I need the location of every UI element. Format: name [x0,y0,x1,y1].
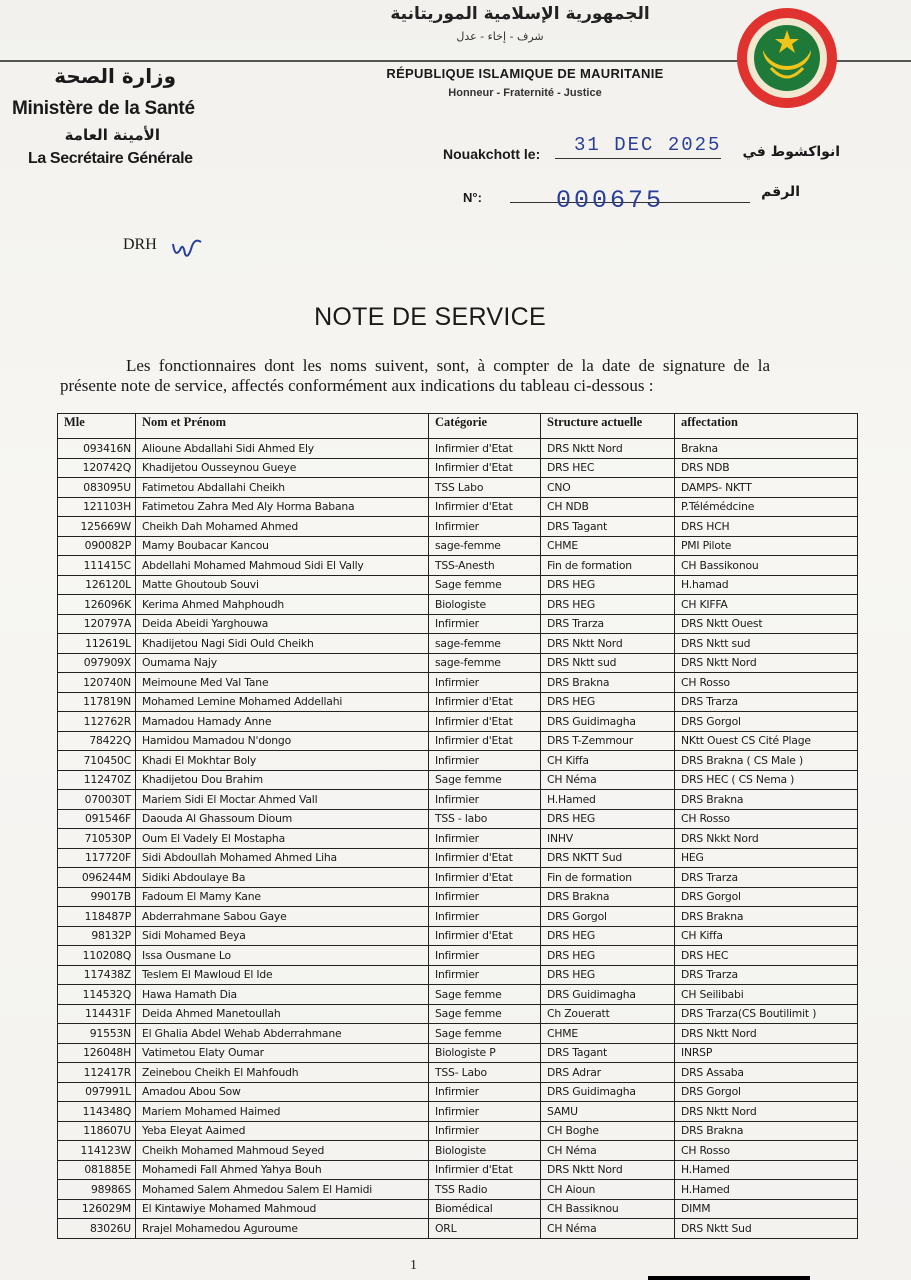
cell-mle: 125669W [58,517,136,537]
cell-name: Deida Ahmed Manetoullah [136,1004,429,1024]
table-row [58,1219,858,1239]
cell-current-structure: CH Néma [541,1219,675,1239]
cell-current-structure: DRS HEG [541,926,675,946]
drh-label: DRH [123,236,157,253]
cell-current-structure: DRS Gorgol [541,907,675,927]
number-label-arabic: الرقم [761,184,800,200]
cell-assignment: NKtt Ouest CS Cité Plage [675,731,858,751]
cell-assignment: DRS Nktt Ouest [675,614,858,634]
cell-category: Sage femme [429,575,541,595]
table-row [58,458,858,478]
cell-assignment: INRSP [675,1043,858,1063]
cell-current-structure: DRS Brakna [541,887,675,907]
cell-name: Abdellahi Mohamed Mahmoud Sidi El Vally [136,556,429,576]
table-row [58,907,858,927]
cell-mle: 126029M [58,1199,136,1219]
cell-category: Infirmier d'Etat [429,848,541,868]
cell-assignment: DAMPS- NKTT [675,478,858,498]
cell-current-structure: DRS NKTT Sud [541,848,675,868]
cell-current-structure: DRS HEC [541,458,675,478]
column-header-mle: Mle [58,414,136,439]
cell-category: Infirmier d'Etat [429,731,541,751]
motto-arabic: شرف - إخاء - عدل [456,30,544,43]
cell-name: Abderrahmane Sabou Gaye [136,907,429,927]
cell-assignment: H.hamad [675,575,858,595]
table-row [58,770,858,790]
ministry-name-french: Ministère de la Santé [12,98,195,119]
cell-assignment: DRS Nktt Nord [675,1024,858,1044]
cell-current-structure: DRS Guidimagha [541,985,675,1005]
cell-category: Biologiste P [429,1043,541,1063]
cell-name: Matte Ghoutoub Souvi [136,575,429,595]
page-number: 1 [410,1258,417,1273]
cell-category: sage-femme [429,634,541,654]
cell-assignment: DRS HCH [675,517,858,537]
cell-mle: 120742Q [58,458,136,478]
cell-name: Mohamedi Fall Ahmed Yahya Bouh [136,1160,429,1180]
table-row [58,926,858,946]
cell-name: Khadijetou Ousseynou Gueye [136,458,429,478]
cell-current-structure: CNO [541,478,675,498]
column-header-assignment: affectation [675,414,858,439]
cell-mle: 118487P [58,907,136,927]
table-row [58,868,858,888]
cell-assignment: CH Rosso [675,673,858,693]
cell-assignment: DRS Nktt Nord [675,1102,858,1122]
cell-mle: 83026U [58,1219,136,1239]
cell-name: Khadijetou Nagi Sidi Ould Cheikh [136,634,429,654]
table-row [58,1141,858,1161]
cell-category: TSS Labo [429,478,541,498]
cell-name: Hawa Hamath Dia [136,985,429,1005]
cell-assignment: HEG [675,848,858,868]
column-header-current-structure: Structure actuelle [541,414,675,439]
cell-mle: 78422Q [58,731,136,751]
cell-current-structure: CH Bassiknou [541,1199,675,1219]
cell-mle: 117438Z [58,965,136,985]
cell-current-structure: CH Aioun [541,1180,675,1200]
cell-current-structure: DRS HEG [541,946,675,966]
cell-name: Daouda Al Ghassoum Dioum [136,809,429,829]
cell-current-structure: CH Boghe [541,1121,675,1141]
cell-category: Sage femme [429,1004,541,1024]
table-row [58,1160,858,1180]
cell-category: Infirmier d'Etat [429,712,541,732]
cell-mle: 99017B [58,887,136,907]
cell-current-structure: CH Néma [541,1141,675,1161]
cell-mle: 114123W [58,1141,136,1161]
republic-name-arabic: الجمهورية الإسلامية الموريتانية [390,4,650,24]
cell-assignment: CH Kiffa [675,926,858,946]
motto-french: Honneur - Fraternité - Justice [448,87,602,99]
cell-name: El Ghalia Abdel Wehab Abderrahmane [136,1024,429,1044]
cell-assignment: DIMM [675,1199,858,1219]
cell-name: Vatimetou Elaty Oumar [136,1043,429,1063]
cell-assignment: DRS Nktt Sud [675,1219,858,1239]
cell-mle: 112417R [58,1063,136,1083]
cell-current-structure: DRS HEG [541,575,675,595]
cell-category: Infirmier [429,965,541,985]
cell-name: Mariem Mohamed Haimed [136,1102,429,1122]
cell-mle: 91553N [58,1024,136,1044]
cell-assignment: PMI Pilote [675,536,858,556]
table-row [58,556,858,576]
cell-mle: 111415C [58,556,136,576]
cell-category: TSS - labo [429,809,541,829]
table-row [58,478,858,498]
cell-mle: 126048H [58,1043,136,1063]
table-row [58,731,858,751]
cell-mle: 097909X [58,653,136,673]
table-row [58,985,858,1005]
cell-name: Teslem El Mawloud El Ide [136,965,429,985]
cell-category: Biologiste [429,595,541,615]
cell-mle: 118607U [58,1121,136,1141]
table-row [58,1199,858,1219]
redaction-bar [648,1276,810,1280]
cell-category: Infirmier [429,907,541,927]
cell-assignment: DRS HEC [675,946,858,966]
cell-name: Mohamed Salem Ahmedou Salem El Hamidi [136,1180,429,1200]
cell-category: Infirmier d'Etat [429,692,541,712]
cell-name: Hamidou Mamadou N'dongo [136,731,429,751]
cell-name: Sidi Mohamed Beya [136,926,429,946]
cell-current-structure: DRS Guidimagha [541,1082,675,1102]
cell-name: Yeba Eleyat Aaimed [136,1121,429,1141]
cell-mle: 117819N [58,692,136,712]
cell-assignment: DRS Nktt Nord [675,653,858,673]
table-row [58,1024,858,1044]
cell-current-structure: Ch Zoueratt [541,1004,675,1024]
cell-category: Infirmier [429,790,541,810]
date-label-arabic: انواكشوط في [742,144,840,160]
table-row [58,517,858,537]
cell-name: Alioune Abdallahi Sidi Ahmed Ely [136,439,429,459]
cell-current-structure: DRS Adrar [541,1063,675,1083]
cell-mle: 081885E [58,1160,136,1180]
cell-assignment: H.Hamed [675,1160,858,1180]
cell-mle: 110208Q [58,946,136,966]
cell-assignment: DRS Brakna [675,1121,858,1141]
cell-name: Oum El Vadely El Mostapha [136,829,429,849]
cell-category: Infirmier [429,887,541,907]
cell-name: Mamy Boubacar Kancou [136,536,429,556]
cell-assignment: DRS Gorgol [675,712,858,732]
cell-mle: 710450C [58,751,136,771]
cell-name: Sidiki Abdoulaye Ba [136,868,429,888]
cell-current-structure: DRS Tagant [541,1043,675,1063]
cell-assignment: DRS Trarza [675,868,858,888]
cell-name: Amadou Abou Sow [136,1082,429,1102]
cell-current-structure: DRS Trarza [541,614,675,634]
cell-category: Infirmier [429,614,541,634]
table-row [58,1082,858,1102]
cell-name: Mamadou Hamady Anne [136,712,429,732]
secretariat-arabic: الأمينة العامة [64,126,160,144]
cell-assignment: DRS Gorgol [675,1082,858,1102]
cell-current-structure: DRS HEG [541,692,675,712]
cell-name: Issa Ousmane Lo [136,946,429,966]
cell-category: Infirmier d'Etat [429,458,541,478]
table-row [58,1121,858,1141]
cell-category: TSS Radio [429,1180,541,1200]
cell-mle: 126096K [58,595,136,615]
cell-current-structure: DRS Tagant [541,517,675,537]
cell-assignment: CH Rosso [675,809,858,829]
cell-assignment: P.Télémédcine [675,497,858,517]
cell-current-structure: DRS Nktt Nord [541,1160,675,1180]
cell-category: Infirmier d'Etat [429,868,541,888]
cell-name: Rrajel Mohamedou Aguroume [136,1219,429,1239]
cell-mle: 120797A [58,614,136,634]
table-row [58,614,858,634]
cell-category: Infirmier [429,673,541,693]
national-emblem-icon [733,6,841,110]
cell-current-structure: DRS Nktt sud [541,653,675,673]
cell-name: Sidi Abdoullah Mohamed Ahmed Liha [136,848,429,868]
cell-name: Mariem Sidi El Moctar Ahmed Vall [136,790,429,810]
table-row [58,1180,858,1200]
cell-assignment: DRS Nkkt Nord [675,829,858,849]
cell-name: Khadijetou Dou Brahim [136,770,429,790]
cell-assignment: DRS HEC ( CS Nema ) [675,770,858,790]
cell-current-structure: H.Hamed [541,790,675,810]
cell-category: sage-femme [429,536,541,556]
table-row [58,1063,858,1083]
cell-category: Infirmier d'Etat [429,439,541,459]
cell-mle: 112470Z [58,770,136,790]
reference-number-stamp: 000675 [556,186,665,215]
cell-mle: 093416N [58,439,136,459]
cell-category: Biologiste [429,1141,541,1161]
republic-name-french: RÉPUBLIQUE ISLAMIQUE DE MAURITANIE [386,66,664,81]
cell-current-structure: SAMU [541,1102,675,1122]
cell-mle: 083095U [58,478,136,498]
cell-mle: 126120L [58,575,136,595]
cell-current-structure: DRS HEG [541,809,675,829]
cell-assignment: H.Hamed [675,1180,858,1200]
cell-category: Infirmier [429,1082,541,1102]
cell-current-structure: CH Kiffa [541,751,675,771]
cell-assignment: DRS Nktt sud [675,634,858,654]
table-row [58,673,858,693]
cell-mle: 097991L [58,1082,136,1102]
cell-name: Zeinebou Cheikh El Mahfoudh [136,1063,429,1083]
table-row [58,653,858,673]
cell-category: sage-femme [429,653,541,673]
cell-category: Infirmier [429,751,541,771]
table-row [58,595,858,615]
table-row [58,965,858,985]
cell-current-structure: DRS Nktt Nord [541,439,675,459]
table-row [58,575,858,595]
cell-category: TSS-Anesth [429,556,541,576]
cell-current-structure: Fin de formation [541,556,675,576]
table-row [58,439,858,459]
secretariat-french: La Secrétaire Générale [28,150,193,167]
table-row [58,751,858,771]
cell-category: Infirmier d'Etat [429,1160,541,1180]
cell-mle: 120740N [58,673,136,693]
cell-name: Meimoune Med Val Tane [136,673,429,693]
cell-name: Cheikh Mohamed Mahmoud Seyed [136,1141,429,1161]
cell-mle: 98986S [58,1180,136,1200]
cell-mle: 112619L [58,634,136,654]
cell-category: TSS- Labo [429,1063,541,1083]
cell-assignment: CH Bassikonou [675,556,858,576]
cell-mle: 710530P [58,829,136,849]
cell-assignment: DRS Brakna [675,790,858,810]
cell-assignment: DRS Brakna ( CS Male ) [675,751,858,771]
cell-assignment: DRS Assaba [675,1063,858,1083]
cell-category: Infirmier [429,1121,541,1141]
date-stamp: 31 DEC 2025 [574,134,722,156]
cell-assignment: DRS Trarza [675,965,858,985]
assignments-table [57,413,858,1239]
cell-mle: 112762R [58,712,136,732]
cell-current-structure: CH Néma [541,770,675,790]
table-row [58,829,858,849]
column-header-name: Nom et Prénom [136,414,429,439]
table-row [58,536,858,556]
cell-category: Biomédical [429,1199,541,1219]
cell-assignment: DRS NDB [675,458,858,478]
cell-mle: 091546F [58,809,136,829]
table-row [58,848,858,868]
cell-assignment: CH KIFFA [675,595,858,615]
cell-mle: 98132P [58,926,136,946]
table-row [58,692,858,712]
ministry-name-arabic: وزارة الصحة [54,64,176,88]
cell-current-structure: DRS T-Zemmour [541,731,675,751]
cell-mle: 096244M [58,868,136,888]
table-row [58,1004,858,1024]
table-header-row [58,414,858,439]
table-body [58,439,858,1239]
cell-mle: 121103H [58,497,136,517]
cell-assignment: DRS Brakna [675,907,858,927]
cell-category: Infirmier [429,946,541,966]
cell-category: ORL [429,1219,541,1239]
table-row [58,887,858,907]
cell-category: Infirmier [429,1102,541,1122]
cell-current-structure: DRS HEG [541,965,675,985]
cell-name: Khadi El Mokhtar Boly [136,751,429,771]
cell-current-structure: CHME [541,1024,675,1044]
cell-name: Mohamed Lemine Mohamed Addellahi [136,692,429,712]
cell-current-structure: CH NDB [541,497,675,517]
cell-assignment: DRS Trarza [675,692,858,712]
cell-category: Infirmier d'Etat [429,926,541,946]
cell-assignment: CH Rosso [675,1141,858,1161]
date-label: Nouakchott le: [443,146,541,162]
cell-current-structure: DRS HEG [541,595,675,615]
table-row [58,634,858,654]
cell-mle: 090082P [58,536,136,556]
handwritten-initial-icon [170,236,204,262]
cell-category: Sage femme [429,770,541,790]
cell-category: Infirmier d'Etat [429,497,541,517]
number-label: N°: [463,190,482,205]
cell-assignment: Brakna [675,439,858,459]
cell-assignment: CH Seilibabi [675,985,858,1005]
cell-name: El Kintawiye Mohamed Mahmoud [136,1199,429,1219]
cell-name: Fadoum El Mamy Kane [136,887,429,907]
table-row [58,809,858,829]
table-row [58,1043,858,1063]
cell-name: Fatimetou Abdallahi Cheikh [136,478,429,498]
cell-name: Cheikh Dah Mohamed Ahmed [136,517,429,537]
table-row [58,946,858,966]
table-row [58,497,858,517]
cell-name: Fatimetou Zahra Med Aly Horma Babana [136,497,429,517]
cell-category: Sage femme [429,985,541,1005]
cell-assignment: DRS Trarza(CS Boutilimit ) [675,1004,858,1024]
cell-mle: 114431F [58,1004,136,1024]
cell-current-structure: Fin de formation [541,868,675,888]
column-header-category: Catégorie [429,414,541,439]
cell-name: Kerima Ahmed Mahphoudh [136,595,429,615]
date-underline [555,158,721,159]
table-row [58,1102,858,1122]
cell-current-structure: DRS Nktt Nord [541,634,675,654]
cell-category: Infirmier [429,829,541,849]
cell-mle: 070030T [58,790,136,810]
cell-mle: 114348Q [58,1102,136,1122]
cell-name: Deida Abeidi Yarghouwa [136,614,429,634]
document-title: NOTE DE SERVICE [314,303,546,331]
cell-name: Oumama Najy [136,653,429,673]
cell-assignment: DRS Gorgol [675,887,858,907]
cell-current-structure: INHV [541,829,675,849]
cell-current-structure: DRS Brakna [541,673,675,693]
cell-current-structure: CHME [541,536,675,556]
table-row [58,790,858,810]
cell-category: Infirmier [429,517,541,537]
cell-mle: 117720F [58,848,136,868]
cell-mle: 114532Q [58,985,136,1005]
cell-category: Sage femme [429,1024,541,1044]
cell-current-structure: DRS Guidimagha [541,712,675,732]
table-row [58,712,858,732]
intro-paragraph: Les fonctionnaires dont les noms suivent, sont, à compter de la date de signature de la présente note de service, affectés conformément aux indications du tableau ci-dessous : [60,356,770,395]
